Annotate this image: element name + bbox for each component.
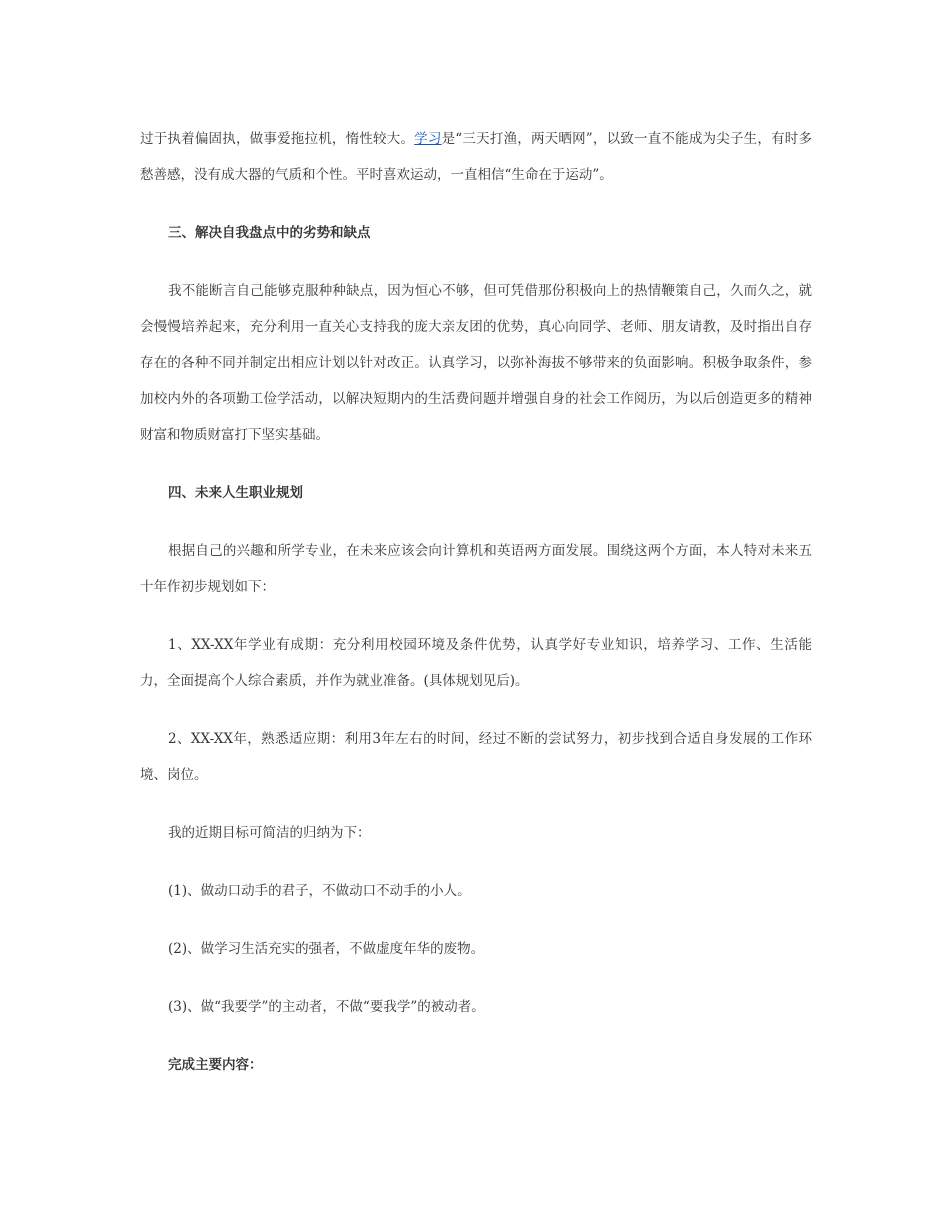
section-heading-4: 四、未来人生职业规划 — [168, 485, 303, 501]
paragraph-weakness — [140, 121, 812, 193]
paragraph-plan-intro: 根据自己的兴趣和所学专业，在未来应该会向计算机和英语两方面发展。围绕这两个方面，本人特对未来五十年作初步规划如下： — [140, 543, 812, 595]
goal-item-3: (3)、做“我要学”的主动者，不做“要我学”的被动者。 — [168, 999, 485, 1015]
document-page — [140, 121, 812, 1105]
paragraph-goals-intro: 我的近期目标可简洁的归纳为下： — [168, 825, 371, 841]
paragraph-plan-1: 1、XX-XX年学业有成期：充分利用校园环境及条件优势，认真学好专业知识，培养学习、工作、生活能力，全面提高个人综合素质，并作为就业准备。(具体规划见后)。 — [140, 637, 812, 689]
paragraph-solutions: 我不能断言自己能够克服种种缺点，因为恒心不够，但可凭借那份积极向上的热情鞭策自己，久而久之，就会慢慢培养起来，充分利用一直关心支持我的庞大亲友团的优势，真心向同学、老师、朋友请教，及时指出自存存在的各种不同并制定出相应计划以针对改正。认真学习，以弥补海拔不够带来的负面影响。积极争取条件，参加校内外的各项勤工俭学活动，以解决短期内的生活费问题并增强自身的社会工作阅历，为以后创造更多的精神财富和物质财富打下坚实基础。 — [140, 283, 812, 443]
paragraph-text: 过于执着偏固执，做事爱拖拉机，惰性较大。 — [140, 131, 415, 147]
study-link[interactable]: 学习 — [414, 131, 442, 147]
section-heading-3: 三、解决自我盘点中的劣势和缺点 — [168, 225, 371, 241]
goal-item-2: (2)、做学习生活充实的强者，不做虚度年华的废物。 — [168, 941, 485, 957]
paragraph-text: 是“三天打渔，两天晒网”，以致一直不能成为尖子生，有时多愁善感，没有成大器的气质和个性。平时喜欢运动，一直相信“生命在于运动”。 — [140, 131, 813, 183]
paragraph-plan-2: 2、XX-XX年，熟悉适应期：利用3年左右的时间，经过不断的尝试努力，初步找到合适自身发展的工作环境、岗位。 — [140, 731, 812, 783]
goal-item-1: (1)、做动口动手的君子，不做动口不动手的小人。 — [168, 883, 471, 899]
section-heading-main-content: 完成主要内容： — [168, 1057, 263, 1073]
